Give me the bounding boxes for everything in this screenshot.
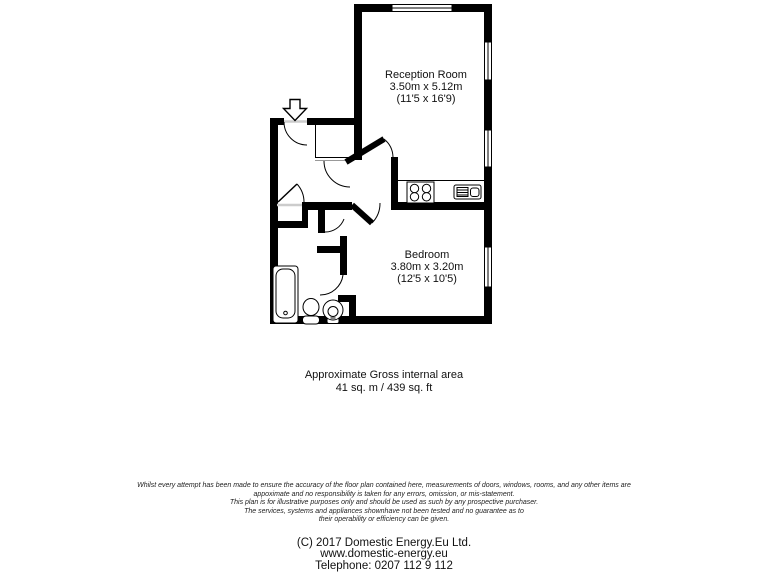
- wall-hall-top-main: [307, 118, 362, 125]
- window-reception-right-2: [485, 130, 492, 167]
- door-arc-bedroom: [372, 203, 380, 223]
- wall-bath-zig-1: [318, 210, 325, 233]
- door-leaf-bedroom: [352, 205, 372, 223]
- disclaimer-line: their operability or efficiency can be given.: [318, 516, 450, 524]
- window-reception-top: [392, 5, 452, 12]
- reception-room-size-metric: 3.50m x 5.12m: [389, 81, 463, 93]
- door-leaf-cupboard: [278, 184, 297, 202]
- door-arc-entrance: [284, 122, 307, 145]
- bedroom-label: [353, 249, 501, 285]
- hob-icon: [407, 182, 434, 203]
- disclaimer-line: This plan is for illustrative purposes only and should be used as such by any prospective purchaser.: [229, 499, 539, 507]
- wall-bedroom-top: [391, 202, 492, 210]
- door-arc-closet: [324, 161, 350, 187]
- reception-room-name: Reception Room: [385, 69, 467, 81]
- footer-telephone: Telephone: 0207 112 9 112: [315, 559, 453, 572]
- sink-icon: [454, 185, 481, 199]
- bedroom-size-imperial: (12'5 x 10'5): [397, 273, 457, 285]
- wall-bath-zig-2v: [340, 236, 347, 275]
- bath-icon: [273, 266, 298, 323]
- wall-hall-top-stub: [270, 118, 284, 125]
- bedroom-name: Bedroom: [404, 249, 450, 261]
- reception-room-size-imperial: (11'5 x 16'9): [396, 93, 456, 105]
- interior-walls: [270, 157, 492, 324]
- gross-area-value: 41 sq. m / 439 sq. ft: [335, 382, 433, 394]
- door-leaves: [278, 139, 384, 223]
- gross-area-title: Approximate Gross internal area: [304, 369, 464, 381]
- door-arc-bathroom: [320, 275, 343, 295]
- footer-copyright: (C) 2017 Domestic Energy.Eu Ltd.: [296, 537, 472, 549]
- reception-room-label: [356, 69, 496, 105]
- wall-cupboard-bottom: [270, 221, 308, 228]
- bedroom-size-metric: 3.80m x 3.20m: [390, 261, 464, 273]
- footer: [0, 538, 768, 572]
- toilet-icon: [303, 299, 320, 325]
- wall-bath-zig-3v: [349, 295, 356, 324]
- footer-website: www.domestic-energy.eu: [320, 548, 448, 561]
- door-arc-hall-reception: [384, 139, 393, 157]
- entrance-arrow-icon: [284, 100, 307, 121]
- gross-area-summary: [0, 369, 768, 395]
- door-arc-cupboard: [297, 184, 304, 202]
- windows: [392, 5, 492, 288]
- disclaimer-line: appoximate and no responsibility is taken for any errors, omission, or mis-statement.: [253, 490, 515, 498]
- disclaimer-line: The services, systems and appliances shownhave not been tested and no guarantee as to: [244, 507, 524, 515]
- door-arc-inner-hall: [325, 219, 344, 232]
- disclaimer: [0, 482, 768, 525]
- disclaimer-line: Whilst every attempt has been made to ensure the accuracy of the floor plan contained here, measurements of doors, windows, rooms, and any other items are: [137, 482, 631, 489]
- door-leaf-hall-reception: [346, 139, 384, 162]
- wall-hall-bottom: [302, 202, 352, 210]
